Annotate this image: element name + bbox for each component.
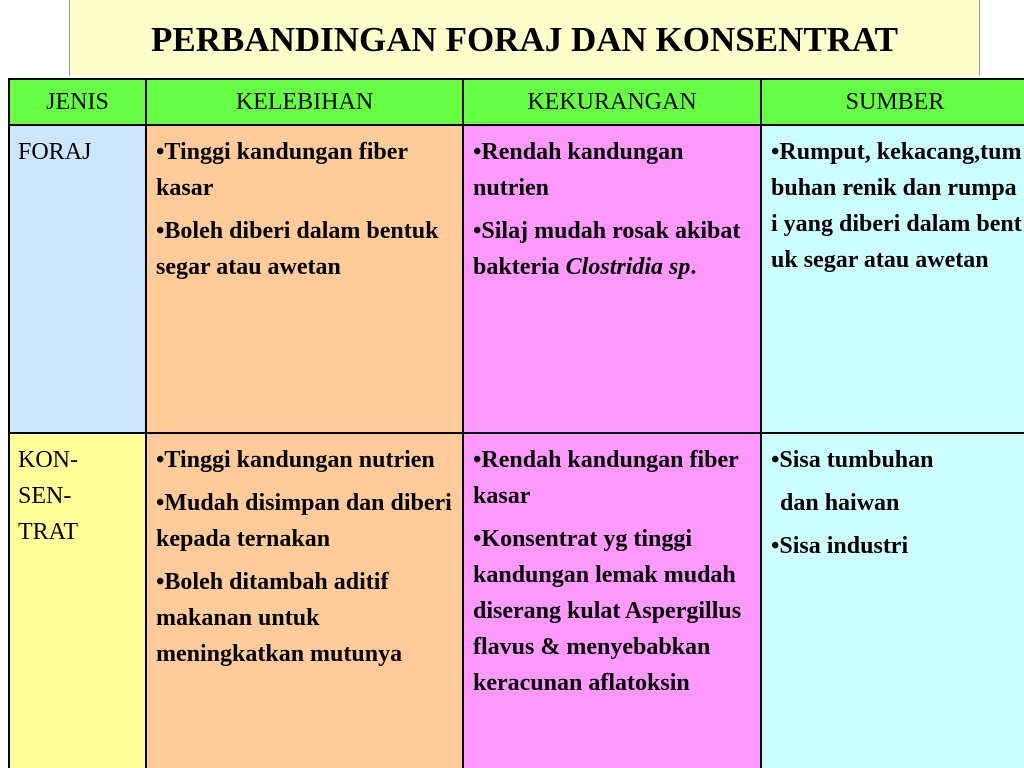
jenis-label: TRAT — [18, 519, 78, 545]
bullet-mark: • — [156, 569, 165, 595]
sumber-text: Sisa industri — [779, 533, 909, 559]
bullet-mark: • — [771, 139, 780, 165]
bullet-mark: • — [156, 218, 165, 244]
bullet-mark: • — [771, 447, 780, 473]
jenis-cell-foraj — [9, 125, 146, 433]
jenis-label: SEN- — [18, 483, 72, 509]
bullet-mark: • — [156, 139, 165, 165]
kekurangan-text: Konsentrat yg tinggi kandungan lemak mudah diserang kulat Aspergillus flavus & menyebabkan keracunan aflatoksin — [473, 526, 742, 696]
kelebihan-text: Mudah disimpan dan diberi kepada ternakan — [156, 490, 452, 552]
bullet-mark: • — [473, 218, 482, 244]
kekurangan-italic-text: Clostridia sp — [565, 254, 691, 280]
header-kelebihan: KELEBIHAN — [146, 79, 463, 125]
header-kekurangan: KEKURANGAN — [463, 79, 761, 125]
list-item — [771, 528, 1022, 564]
bullet-mark: • — [156, 490, 165, 516]
list-item — [771, 134, 1022, 278]
list-item — [771, 442, 1022, 478]
list-item — [156, 564, 456, 672]
table-row-foraj — [9, 125, 1024, 433]
list-item — [473, 213, 754, 285]
kekurangan-text: Rendah kandungan fiber kasar — [473, 447, 739, 509]
jenis-cell-konsentrat — [9, 433, 146, 768]
sumber-cell-foraj — [761, 125, 1024, 433]
sumber-text: Sisa tumbuhan — [779, 447, 934, 473]
list-item — [156, 485, 456, 557]
kelebihan-text: Boleh ditambah aditif makanan untuk meningkatkan mutunya — [156, 569, 403, 667]
list-item — [473, 442, 754, 514]
bullet-mark: • — [156, 447, 165, 473]
bullet-mark: • — [473, 139, 482, 165]
list-item — [156, 442, 456, 478]
kelebihan-text: Tinggi kandungan fiber kasar — [156, 139, 408, 201]
list-item — [473, 134, 754, 206]
title-box — [69, 0, 980, 76]
header-jenis: JENIS — [9, 79, 146, 125]
header-row — [9, 79, 1024, 125]
kekurangan-cell-konsentrat — [463, 433, 761, 768]
list-item-continuation — [771, 485, 1022, 521]
list-item — [473, 521, 754, 701]
kekurangan-cell-foraj — [463, 125, 761, 433]
list-item — [156, 213, 456, 285]
kelebihan-text: Tinggi kandungan nutrien — [164, 447, 435, 473]
bullet-mark: • — [771, 533, 780, 559]
kelebihan-cell-foraj — [146, 125, 463, 433]
jenis-label: FORAJ — [18, 139, 92, 165]
header-sumber: SUMBER — [761, 79, 1024, 125]
kekurangan-text: Silaj mudah rosak akibat bakteria — [473, 218, 741, 280]
kekurangan-text: Rendah kandungan nutrien — [473, 139, 684, 201]
jenis-label: KON- — [18, 447, 78, 473]
kekurangan-italic-suffix: . — [690, 254, 697, 280]
list-item — [156, 134, 456, 206]
kelebihan-cell-konsentrat — [146, 433, 463, 768]
bullet-mark: • — [473, 447, 482, 473]
kelebihan-text: Boleh diberi dalam bentuk segar atau awetan — [156, 218, 439, 280]
sumber-text: Rumput, kekacang,tumbuhan renik dan rumpai yang diberi dalam bentuk segar atau awetan — [771, 139, 1022, 273]
comparison-table — [8, 78, 1024, 768]
sumber-cell-konsentrat — [761, 433, 1024, 768]
bullet-mark: • — [473, 526, 482, 552]
table-row-konsentrat — [9, 433, 1024, 768]
sumber-text: dan haiwan — [780, 490, 900, 516]
page-title: PERBANDINGAN FORAJ DAN KONSENTRAT — [150, 20, 899, 59]
